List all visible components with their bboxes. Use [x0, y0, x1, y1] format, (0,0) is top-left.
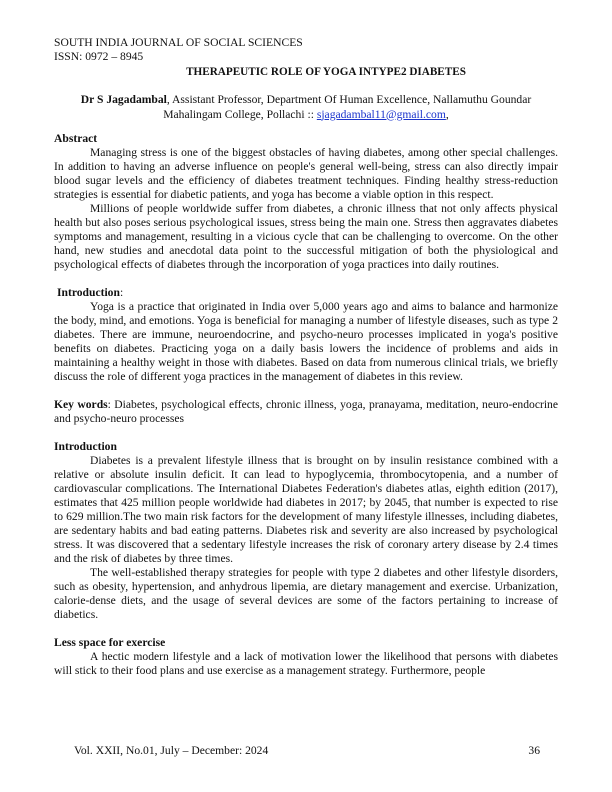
volume-info: Vol. XXII, No.01, July – December: 2024	[74, 744, 269, 757]
abstract-heading: Abstract	[54, 132, 98, 145]
author-name: Dr S Jagadambal	[80, 93, 167, 106]
intro-summary-heading: Introduction	[57, 286, 120, 299]
introduction-heading: Introduction	[54, 440, 117, 453]
keywords-text: : Diabetes, psychological effects, chronic illness, yoga, pranayama, meditation, neuro-endocrine and psycho-neuro processes	[54, 398, 558, 425]
less-space-heading: Less space for exercise	[54, 636, 166, 649]
article-title: THERAPEUTIC ROLE OF YOGA INTYPE2 DIABETES	[186, 66, 466, 78]
intro-summary-paragraph: Yoga is a practice that originated in India over 5,000 years ago and aims to balance and harmonize the body, mind, and emotions. Yoga is beneficial for managing a number of lifestyle diseases, such as type 2 diabetes. There are immune, neuroendocrine, and psycho-neuro processes implicated in yoga's positive benefits on diabetes. Practicing yoga on a daily basis lowers the incidence of problems and aids in maintaining a healthy weight in those with diabetes. Based on data from numerous clinical trials, we briefly discuss the role of different yoga practices in the management of diabetes in this review.	[54, 300, 558, 383]
author-affiliation-line-2: Mahalingam College, Pollachi ::	[163, 107, 317, 121]
introduction-paragraph-1: Diabetes is a prevalent lifestyle illness that is brought on by insulin resistance combined with a relative or absolute insulin deficit. It can lead to hypoglycemia, thrombocytopenia, and a number of cardiovascular complications. The International Diabetes Federation's diabetes atlas, eighth edition (2017), estimates that 425 million people worldwide had diabetes in 2017; by 2045, that number is expected to rise to 629 million.The two main risk factors for the development of many lifestyle illnesses, including diabetes, are sedentary habits and bad eating patterns. Diabetes risk and severity are also increased by psychological stress. It was discovered that a sedentary lifestyle increases the risk of coronary artery disease by 2.4 times and the risk of diabetes by three times.	[54, 454, 558, 565]
abstract-paragraph-1: Managing stress is one of the biggest obstacles of having diabetes, among other special challenges. In addition to having an adverse influence on people's general well-being, stress can also directly impair blood sugar levels and the efficiency of diabetes treatment techniques. Finding healthy stress-reduction strategies is essential for diabetic patients, and yoga has become a viable option in this respect.	[54, 146, 558, 201]
page-footer	[74, 744, 540, 758]
keywords-line	[54, 398, 558, 426]
author-affiliation-line-1: , Assistant Professor, Department Of Human Excellence, Nallamuthu Goundar	[166, 93, 532, 106]
intro-summary-heading-line	[54, 286, 558, 300]
author-block	[54, 93, 558, 122]
less-space-paragraph: A hectic modern lifestyle and a lack of motivation lower the likelihood that persons with diabetes will stick to their food plans and use exercise as a management strategy. Furthermore, people	[54, 650, 558, 677]
journal-header	[54, 36, 303, 64]
author-email-suffix: ,	[445, 107, 449, 121]
intro-summary-heading-suffix: :	[119, 286, 124, 299]
keywords-label: Key words	[54, 398, 108, 411]
issn: ISSN: 0972 – 8945	[54, 50, 144, 63]
author-email-link[interactable]: sjagadambal11@gmail.com	[316, 107, 446, 121]
journal-name: SOUTH INDIA JOURNAL OF SOCIAL SCIENCES	[54, 36, 303, 49]
page-number: 36	[528, 744, 540, 757]
introduction-paragraph-2: The well-established therapy strategies for people with type 2 diabetes and other lifestyle disorders, such as obesity, hypertension, and anhydrous lipemia, are dietary management and exercise. Urbanization, calorie-dense diets, and the usage of several devices are some of the factors pertaining to increase of diabetics.	[54, 566, 558, 621]
abstract-paragraph-2: Millions of people worldwide suffer from diabetes, a chronic illness that not only affects physical health but also poses serious psychological issues, stress being the main one. Stress then aggravates diabetes symptoms and management, resulting in a vicious cycle that can be challenging to overcome. On the other hand, new studies and anecdotal data point to the successful mitigation of both the physiological and psychological effects of diabetes through the incorporation of yoga practices into daily routines.	[54, 202, 558, 271]
article-body	[54, 132, 558, 678]
